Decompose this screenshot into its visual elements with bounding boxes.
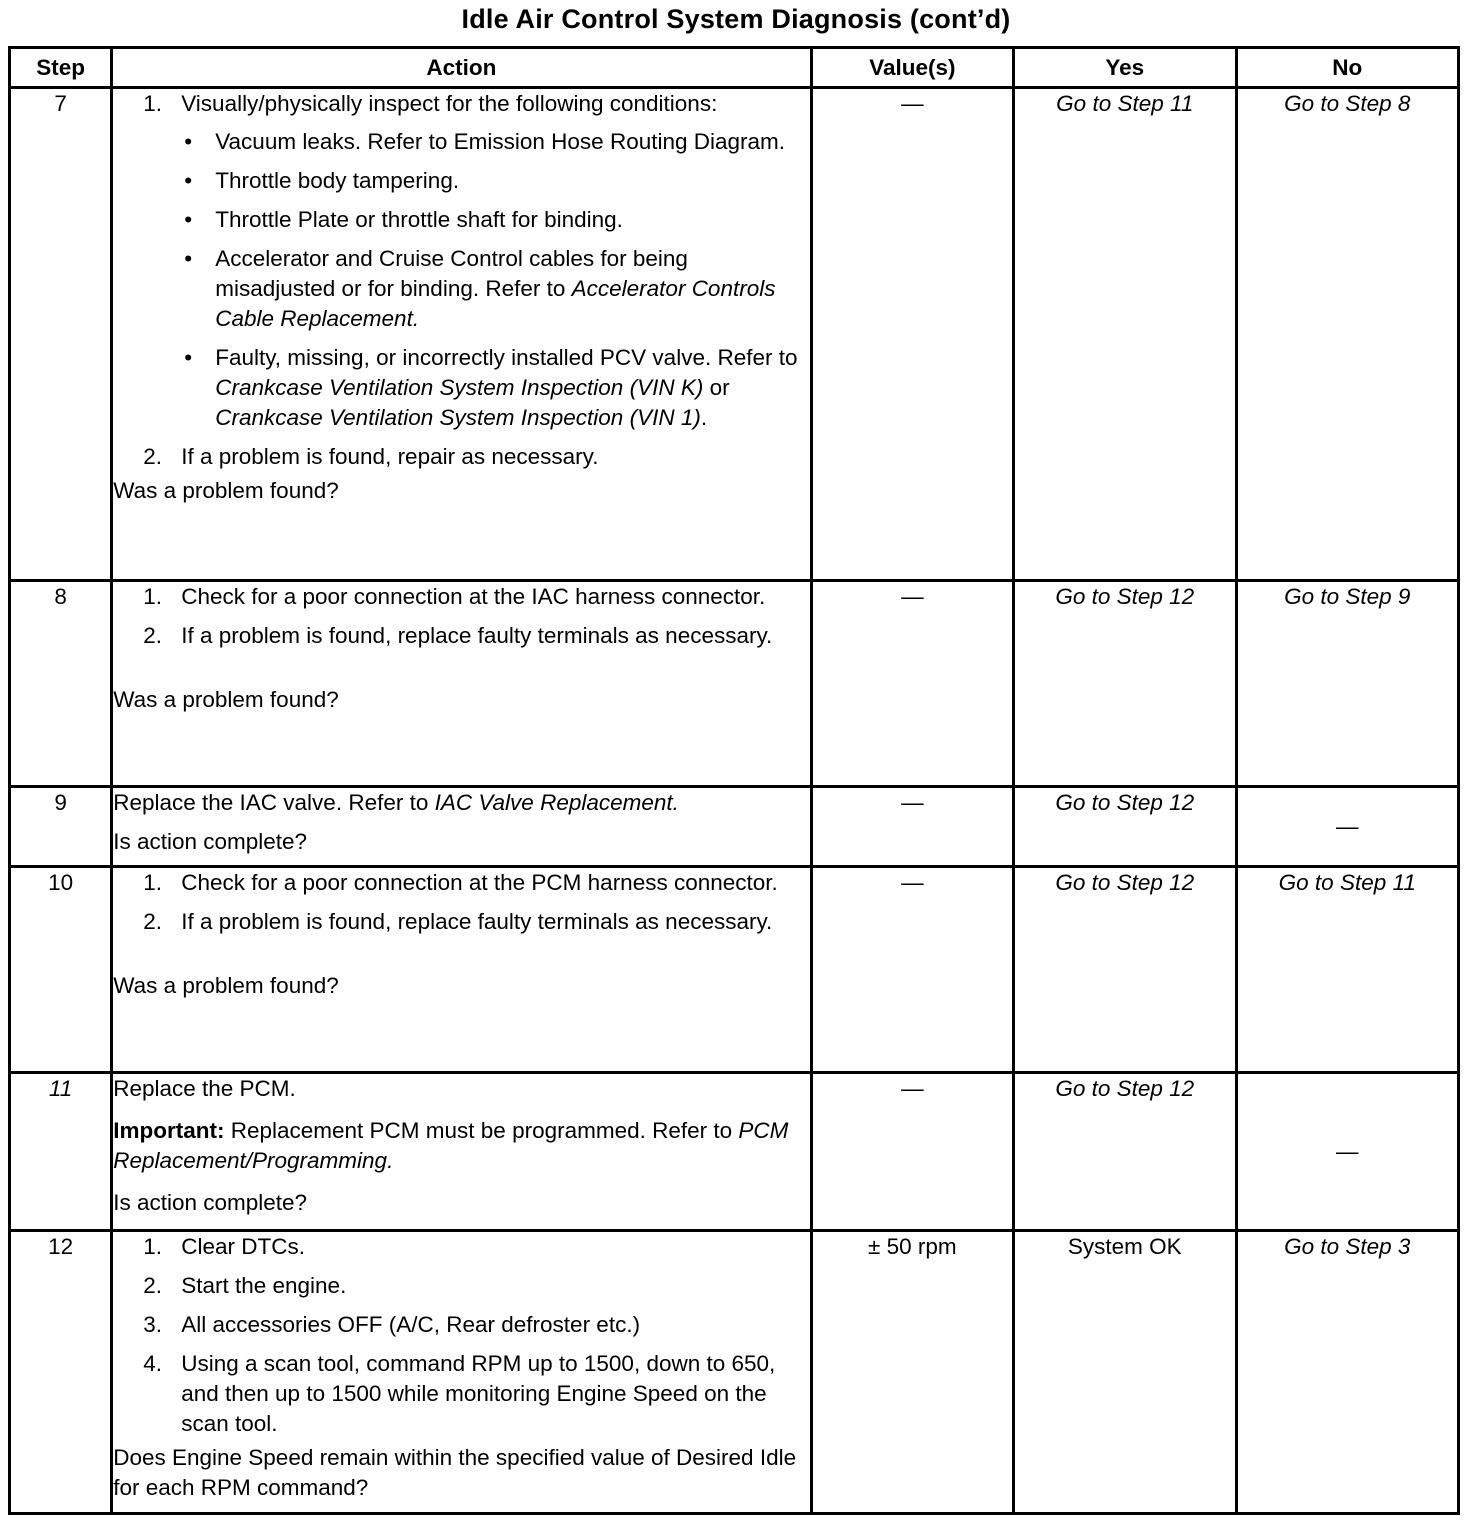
action-step bbox=[113, 1232, 809, 1262]
reference-link: PCM Replacement/Programming. bbox=[113, 1118, 789, 1173]
list-item bbox=[181, 166, 809, 196]
action-line: Replace the IAC valve. Refer to bbox=[113, 790, 435, 815]
value-cell: — bbox=[811, 1073, 1013, 1231]
yes-cell: Go to Step 12 bbox=[1014, 1073, 1236, 1231]
value-cell: ± 50 rpm bbox=[811, 1231, 1013, 1514]
list-item bbox=[181, 127, 809, 157]
table-row bbox=[10, 88, 1459, 581]
bullet-icon: • bbox=[184, 246, 193, 271]
bullet-icon: • bbox=[184, 207, 193, 232]
action-cell bbox=[112, 88, 811, 581]
action-step bbox=[113, 868, 809, 898]
step-index: 2. bbox=[143, 909, 162, 934]
condition-text: Vacuum leaks. Refer to Emission Hose Routing Diagram. bbox=[215, 129, 786, 154]
yes-cell: Go to Step 12 bbox=[1014, 787, 1236, 867]
value-cell: — bbox=[811, 88, 1013, 581]
step-index: 1. bbox=[143, 1234, 162, 1259]
condition-text: Throttle body tampering. bbox=[215, 168, 460, 193]
condition-text: . bbox=[700, 405, 708, 430]
value-cell: — bbox=[811, 581, 1013, 787]
table-row bbox=[10, 581, 1459, 787]
no-cell: — bbox=[1236, 787, 1459, 867]
important-text: Replacement PCM must be programmed. Refer to bbox=[224, 1118, 739, 1143]
diagnosis-table bbox=[8, 46, 1460, 1515]
step-index: 1. bbox=[143, 91, 162, 116]
step-text: If a problem is found, replace faulty terminals as necessary. bbox=[181, 623, 773, 648]
step-index: 2. bbox=[143, 623, 162, 648]
step-index: 2. bbox=[143, 444, 162, 469]
question-text: Is action complete? bbox=[113, 829, 308, 854]
step-number: 9 bbox=[10, 787, 112, 867]
list-item bbox=[181, 343, 809, 433]
condition-text: Accelerator and Cruise Control cables for being misadjusted or for binding. Refer to bbox=[215, 246, 688, 301]
step-index: 3. bbox=[143, 1312, 162, 1337]
action-line: Replace the PCM. bbox=[113, 1076, 296, 1101]
step-index: 2. bbox=[143, 1273, 162, 1298]
step-number: 10 bbox=[10, 867, 112, 1073]
bullet-icon: • bbox=[184, 129, 193, 154]
step-text: Clear DTCs. bbox=[181, 1234, 305, 1259]
header-action: Action bbox=[112, 48, 811, 88]
header-values: Value(s) bbox=[811, 48, 1013, 88]
bullet-icon: • bbox=[184, 168, 193, 193]
action-step bbox=[113, 582, 809, 612]
table-row bbox=[10, 867, 1459, 1073]
header-step: Step bbox=[10, 48, 112, 88]
step-text: Using a scan tool, command RPM up to 1500, down to 650, and then up to 1500 while monitoring Engine Speed on the scan tool. bbox=[181, 1351, 776, 1436]
step-text: If a problem is found, repair as necessary. bbox=[181, 444, 599, 469]
action-text bbox=[113, 788, 809, 818]
question-text: Was a problem found? bbox=[113, 478, 339, 503]
no-cell: — bbox=[1236, 1073, 1459, 1231]
step-number: 11 bbox=[10, 1073, 112, 1231]
important-label: Important: bbox=[113, 1118, 225, 1143]
value-cell: — bbox=[811, 867, 1013, 1073]
action-cell bbox=[112, 787, 811, 867]
question-text: Is action complete? bbox=[113, 1190, 308, 1215]
action-cell bbox=[112, 1073, 811, 1231]
table-row bbox=[10, 1073, 1459, 1231]
action-step bbox=[113, 442, 809, 472]
no-cell: Go to Step 8 bbox=[1236, 88, 1459, 581]
action-step bbox=[113, 89, 809, 433]
yes-cell: Go to Step 12 bbox=[1014, 581, 1236, 787]
condition-text: or bbox=[703, 375, 730, 400]
action-step bbox=[113, 1349, 809, 1439]
reference-link: Crankcase Ventilation System Inspection (VIN 1) bbox=[215, 405, 701, 430]
action-steps bbox=[113, 89, 809, 472]
page-title: Idle Air Control System Diagnosis (cont’d) bbox=[461, 4, 1011, 34]
yes-cell: System OK bbox=[1014, 1231, 1236, 1514]
action-step bbox=[113, 907, 809, 937]
condition-text: Throttle Plate or throttle shaft for binding. bbox=[215, 207, 623, 232]
step-text: Visually/physically inspect for the following conditions: bbox=[181, 91, 718, 116]
step-text: All accessories OFF (A/C, Rear defroster etc.) bbox=[181, 1312, 641, 1337]
action-step bbox=[113, 1271, 809, 1301]
action-cell bbox=[112, 867, 811, 1073]
reference-link: IAC Valve Replacement. bbox=[434, 790, 679, 815]
table-row bbox=[10, 787, 1459, 867]
header-yes: Yes bbox=[1014, 48, 1236, 88]
reference-link: Accelerator Controls Cable Replacement. bbox=[215, 276, 776, 331]
step-index: 1. bbox=[143, 870, 162, 895]
action-step bbox=[113, 621, 809, 651]
step-text: If a problem is found, replace faulty terminals as necessary. bbox=[181, 909, 773, 934]
action-steps bbox=[113, 582, 809, 651]
step-number: 12 bbox=[10, 1231, 112, 1514]
header-row bbox=[10, 48, 1459, 88]
bullet-icon: • bbox=[184, 345, 193, 370]
question-text: Was a problem found? bbox=[113, 973, 339, 998]
no-cell: Go to Step 9 bbox=[1236, 581, 1459, 787]
step-number: 7 bbox=[10, 88, 112, 581]
no-cell: Go to Step 11 bbox=[1236, 867, 1459, 1073]
value-cell: — bbox=[811, 787, 1013, 867]
yes-cell: Go to Step 11 bbox=[1014, 88, 1236, 581]
no-cell: Go to Step 3 bbox=[1236, 1231, 1459, 1514]
reference-link: Crankcase Ventilation System Inspection (VIN K) bbox=[215, 375, 704, 400]
list-item bbox=[181, 244, 809, 334]
step-index: 1. bbox=[143, 584, 162, 609]
step-text: Start the engine. bbox=[181, 1273, 347, 1298]
header-no: No bbox=[1236, 48, 1459, 88]
table-row bbox=[10, 1231, 1459, 1514]
list-item bbox=[181, 205, 809, 235]
action-cell bbox=[112, 1231, 811, 1514]
step-index: 4. bbox=[143, 1351, 162, 1376]
condition-list bbox=[181, 127, 809, 433]
important-note bbox=[113, 1116, 809, 1176]
yes-cell: Go to Step 12 bbox=[1014, 867, 1236, 1073]
question-text: Was a problem found? bbox=[113, 687, 339, 712]
step-text: Check for a poor connection at the PCM harness connector. bbox=[181, 870, 778, 895]
step-text: Check for a poor connection at the IAC harness connector. bbox=[181, 584, 766, 609]
step-number: 8 bbox=[10, 581, 112, 787]
question-text: Does Engine Speed remain within the specified value of Desired Idle for each RPM command? bbox=[113, 1445, 797, 1500]
action-step bbox=[113, 1310, 809, 1340]
action-steps bbox=[113, 1232, 809, 1439]
action-steps bbox=[113, 868, 809, 937]
condition-text: Faulty, missing, or incorrectly installed PCV valve. Refer to bbox=[215, 345, 798, 370]
action-cell bbox=[112, 581, 811, 787]
